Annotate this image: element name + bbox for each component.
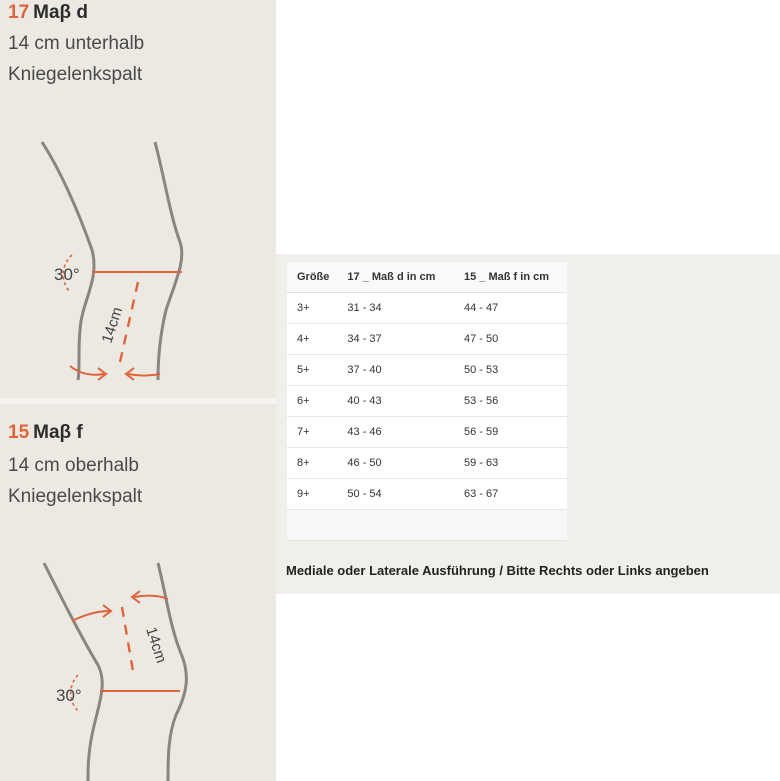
distance-label: 14cm — [142, 624, 170, 666]
cell-size: 5+ — [287, 355, 337, 386]
measure-d-description — [8, 28, 144, 90]
cell-measure-d: 50 - 54 — [337, 479, 454, 510]
leg-outline-right — [155, 142, 182, 380]
cell-measure-f: 53 - 56 — [454, 386, 567, 417]
table-row — [287, 479, 567, 510]
cell-size: 6+ — [287, 386, 337, 417]
measure-f-heading — [8, 422, 83, 444]
knee-diagram-above — [0, 555, 276, 781]
cell-measure-f: 56 - 59 — [454, 417, 567, 448]
measure-f-desc-line1: 14 cm oberhalb — [8, 455, 139, 476]
measure-arrow-left — [70, 366, 104, 375]
cell-measure-d: 31 - 34 — [337, 293, 454, 324]
cell-size: 3+ — [287, 293, 337, 324]
header-measure-f: 15 _ Maß f in cm — [454, 262, 567, 293]
cell-size: 7+ — [287, 417, 337, 448]
measure-d-number: 17 — [8, 2, 30, 23]
angle-label: 30° — [56, 686, 82, 705]
header-measure-d: 17 _ Maß d in cm — [337, 262, 454, 293]
leg-outline-left — [44, 563, 102, 781]
table-header-row — [287, 262, 567, 293]
measure-d-desc-line1: 14 cm unterhalb — [8, 33, 145, 54]
distance-guide — [120, 282, 138, 362]
measure-f-description — [8, 450, 142, 512]
measure-arrow-right — [134, 596, 168, 599]
measure-d-heading — [8, 2, 88, 24]
cell-measure-f: 59 - 63 — [454, 448, 567, 479]
cell-measure-f: 47 - 50 — [454, 324, 567, 355]
cell-measure-f: 63 - 67 — [454, 479, 567, 510]
size-table — [287, 262, 567, 541]
cell-measure-f: 50 - 53 — [454, 355, 567, 386]
cell-size: 4+ — [287, 324, 337, 355]
measure-f-number: 15 — [8, 422, 30, 443]
table-row — [287, 386, 567, 417]
table-row — [287, 417, 567, 448]
cell-size: 9+ — [287, 479, 337, 510]
cell-size: 8+ — [287, 448, 337, 479]
table-empty-row — [287, 510, 567, 541]
cell-measure-d: 46 - 50 — [337, 448, 454, 479]
order-note: Mediale oder Laterale Ausführung / Bitte Rechts oder Links angeben — [286, 563, 709, 578]
leg-outline-left — [42, 142, 94, 380]
measure-f-desc-line2: Kniegelenkspalt — [8, 486, 143, 507]
knee-diagram-below — [0, 130, 276, 390]
measure-f-name: Maβ f — [33, 422, 83, 443]
measure-d-desc-line2: Kniegelenkspalt — [8, 64, 143, 85]
table-row — [287, 324, 567, 355]
distance-label: 14cm — [98, 305, 127, 346]
table-row — [287, 448, 567, 479]
table-row — [287, 355, 567, 386]
panel-divider — [0, 398, 276, 404]
header-size: Größe — [287, 262, 337, 293]
cell-measure-d: 40 - 43 — [337, 386, 454, 417]
table-row — [287, 293, 567, 324]
distance-guide — [122, 607, 134, 677]
cell-measure-d: 37 - 40 — [337, 355, 454, 386]
cell-measure-d: 34 - 37 — [337, 324, 454, 355]
measure-d-name: Maβ d — [33, 2, 89, 23]
cell-measure-f: 44 - 47 — [454, 293, 567, 324]
measure-arrow-right — [128, 374, 160, 376]
cell-measure-d: 43 - 46 — [337, 417, 454, 448]
leg-outline-right — [158, 563, 186, 781]
angle-label: 30° — [54, 265, 80, 284]
